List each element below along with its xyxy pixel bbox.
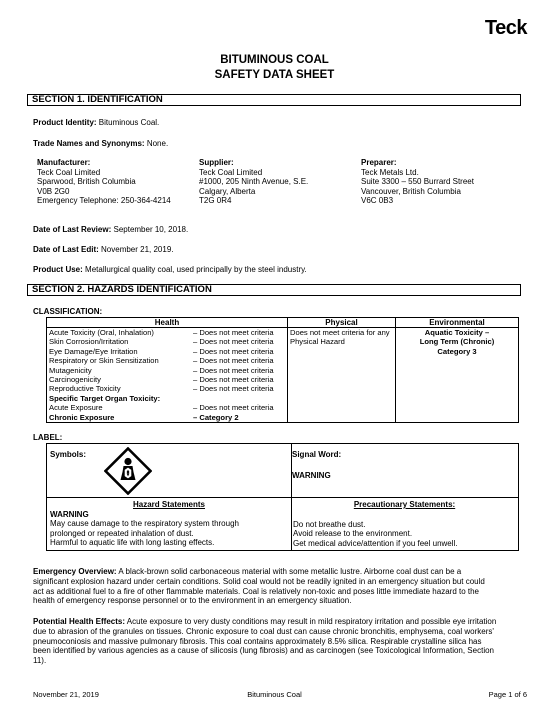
footer-date: November 21, 2019 (33, 690, 99, 699)
footer-page-number: Page 1 of 6 (488, 690, 527, 699)
footer-title: Bituminous Coal (247, 690, 302, 699)
signal-word-value: WARNING (292, 471, 331, 480)
supplier-block: Supplier: Teck Coal Limited #1000, 205 Ninth Avenue, S.E. Calgary, Alberta T2G 0R4 (199, 158, 309, 206)
signal-word-cell (291, 444, 518, 498)
section-1-heading: SECTION 1. IDENTIFICATION (27, 94, 521, 106)
manufacturer-block: Manufacturer: Teck Coal Limited Sparwood, British Columbia V0B 2G0 Emergency Telephone: 250-364-4214 (37, 158, 171, 206)
hazard-statements-cell (47, 497, 292, 550)
health-row: Carcinogenicity – Does not meet criteria (49, 375, 274, 385)
environmental-cell: Aquatic Toxicity – Long Term (Chronic) Category 3 (396, 328, 519, 423)
physical-cell: Does not meet criteria for any Physical Hazard (288, 328, 396, 423)
health-header: Health (47, 318, 288, 328)
health-row: Acute Toxicity (Oral, Inhalation) – Does not meet criteria (49, 328, 274, 337)
product-use: Product Use: Metallurgical quality coal, used principally by the steel industry. (33, 265, 307, 274)
health-cell (47, 328, 288, 423)
label-box (46, 443, 519, 551)
hazard-line: Harmful to aquatic life with long lasting effects. (50, 538, 215, 548)
health-row: Skin Corrosion/Irritation – Does not meet criteria (49, 337, 274, 347)
trade-names: Trade Names and Synonyms: None. (33, 139, 169, 148)
classification-label: CLASSIFICATION: (33, 307, 103, 316)
health-row: Mutagenicity – Does not meet criteria (49, 365, 274, 375)
potential-health-effects: Potential Health Effects: Acute exposure to very dusty conditions may result in mild respiratory irritation and possible eye irritation due to abrasion of the granules on tissues. Chronic exposure to coal dust can cause chronic bronchitis, emphysema, coal workers' pneumoconiosis and massive pulmonary fibrosis. This coal contains approximately 8.5% silica. Respirable crystalline silica has been identified by various agencies as a cause of silicosis (lung fibrosis) and as carcinogen (see Toxicological Information, Section 11). (33, 617, 497, 666)
precautionary-statements-heading: Precautionary Statements: (353, 500, 456, 509)
hazard-statements-heading: Hazard Statements (132, 500, 206, 509)
precaution-line: Do not breathe dust. (293, 519, 366, 529)
precaution-line: Get medical advice/attention if you feel unwell. (293, 538, 458, 548)
signal-word-label: Signal Word: (292, 450, 342, 459)
label-heading: LABEL: (33, 433, 63, 442)
health-hazard-pictogram-icon (104, 447, 152, 495)
classification-table (46, 317, 519, 423)
section-2-heading: SECTION 2. HAZARDS IDENTIFICATION (27, 284, 521, 296)
health-row: Eye Damage/Eye Irritation – Does not meet criteria (49, 346, 274, 356)
product-identity: Product Identity: Bituminous Coal. (33, 118, 160, 127)
date-last-review: Date of Last Review: September 10, 2018. (33, 225, 189, 234)
health-row: Chronic Exposure – Category 2 (49, 412, 239, 422)
precaution-line: Avoid release to the environment. (293, 529, 413, 539)
precautionary-statements-cell (291, 497, 518, 550)
hazard-line: May cause damage to the respiratory system through (50, 519, 239, 529)
document-title: BITUMINOUS COAL (220, 54, 329, 66)
environmental-header: Environmental (396, 318, 519, 328)
document-subtitle: SAFETY DATA SHEET (214, 69, 335, 81)
health-row: Acute Exposure – Does not meet criteria (49, 403, 274, 413)
hazard-line: prolonged or repeated inhalation of dust. (50, 528, 194, 538)
health-row: Respiratory or Skin Sensitization – Does not meet criteria (49, 356, 274, 366)
symbols-cell (47, 444, 292, 498)
health-row: Reproductive Toxicity – Does not meet criteria (49, 384, 274, 394)
date-last-edit: Date of Last Edit: November 21, 2019. (33, 245, 174, 254)
preparer-block: Preparer: Teck Metals Ltd. Suite 3300 – 550 Burrard Street Vancouver, British Columbia V6C 0B3 (361, 158, 474, 206)
physical-header: Physical (288, 318, 396, 328)
emergency-overview: Emergency Overview: A black-brown solid carbonaceous material with some metallic lustre. Airborne coal dust can be a significant explosion hazard under certain conditions. Solid coal would not be readily ignited in an emergency situation but could act as additional fuel to a fire of other flammable materials. Coal is relatively non-toxic and poses little immediate hazard to the health of emergency response personnel or to the environment in an emergency situation. (33, 567, 485, 606)
company-logo: Teck (484, 17, 527, 39)
symbols-label: Symbols: (50, 450, 87, 459)
hazard-warning: WARNING (50, 509, 89, 519)
health-row: Specific Target Organ Toxicity: (49, 393, 161, 403)
